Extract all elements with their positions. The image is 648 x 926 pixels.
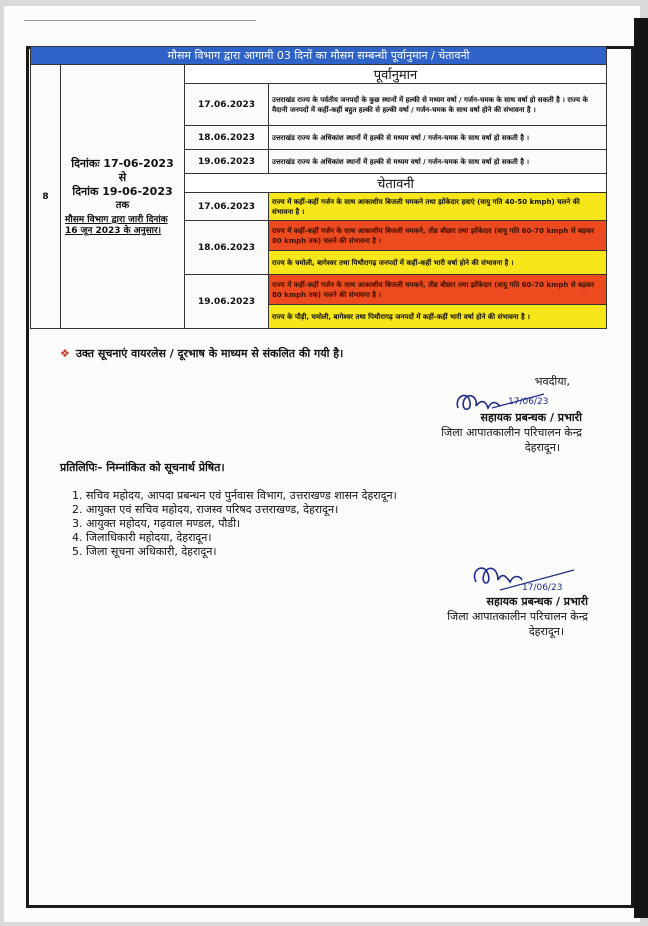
warning-text-yellow: राज्य के पौड़ी, चमोली, बागेश्वर तथा पिथौरागढ़ जनपदों में कहीं-कहीं भारी वर्षा होने की संभावना है । xyxy=(269,305,607,329)
signature-date: 17/06/23 xyxy=(522,583,563,593)
forecast-table xyxy=(30,46,607,329)
diamond-bullet-icon: ❖ xyxy=(60,347,70,360)
list-item: 3. आयुक्त महोदय, गढ़वाल मण्डल, पौडी। xyxy=(86,517,397,531)
table-title: मौसम विभाग द्वारा आगामी 03 दिनों का मौसम सम्बन्धी पूर्वानुमान / चेतावनी xyxy=(31,47,607,65)
list-item: 5. जिला सूचना अधिकारी, देहरादून। xyxy=(86,545,397,559)
forecast-date: 18.06.2023 xyxy=(185,126,269,150)
warning-text-red: राज्य में कहीं-कहीं गर्जन के साथ आकाशीय बिजली चमकने, तीव्र बौछार तथा झोंकेदार (वायु गति 60-70 kmph से बढ़कर 80 kmph तक) चलने की संभावना है । xyxy=(269,275,607,305)
office-name: जिला आपातकालीन परिचालन केन्द्र xyxy=(447,610,588,623)
serial-number: 8 xyxy=(31,65,61,329)
date-tak: तक xyxy=(115,199,130,211)
signature-block-1-details xyxy=(441,410,582,455)
handwritten-signature-2 xyxy=(470,560,580,594)
list-item: 1. सचिव महोदय, आपदा प्रबन्धन एवं पुर्नवास विभाग, उत्तराखण्ड शासन देहरादून। xyxy=(86,489,397,503)
salutation: भवदीया, xyxy=(534,375,570,388)
list-item: 2. आयुक्त एवं सचिव महोदय, राजस्व परिषद उत्तराखण्ड, देहरादून। xyxy=(86,503,397,517)
recipient-list xyxy=(60,489,397,559)
city: देहरादून। xyxy=(528,625,564,638)
warning-text-yellow: राज्य के चमोली, बागेश्वर तथा पिथौरागढ़ जनपदों में कहीं-कहीं भारी वर्षा होने की संभावना है । xyxy=(269,251,607,275)
note-text: उक्त सूचनाएं वायरलेस / दूरभाष के माध्यम से संकलित की गयी है। xyxy=(75,347,344,360)
office-name: जिला आपातकालीन परिचालन केन्द्र xyxy=(441,426,582,439)
warning-date: 19.06.2023 xyxy=(185,275,269,329)
forecast-text: उत्तराखंड राज्य के अधिकांश स्थानों में हल्की से मध्यम वर्षा / गर्जन-चमक के साथ वर्षा हो सकती है । xyxy=(269,126,607,150)
warning-date: 17.06.2023 xyxy=(185,193,269,221)
forecast-text: उत्तराखंड राज्य के अधिकांश स्थानों में हल्की से मध्यम वर्षा / गर्जन-चमक के साथ वर्षा हो सकती है । xyxy=(269,150,607,174)
signature-block-1 xyxy=(535,374,570,389)
designation: सहायक प्रबन्धक / प्रभारी xyxy=(480,411,582,424)
date-from: दिनांकः 17-06-2023 xyxy=(71,156,174,170)
warning-heading: चेतावनी xyxy=(185,174,607,193)
copy-heading: प्रतिलिपिः– निम्नांकित को सूचनार्थ प्रेषित। xyxy=(60,461,225,474)
list-item: 4. जिलाधिकारी महोदया, देहरादून। xyxy=(86,531,397,545)
source-note: मौसम विभाग द्वारा जारी दिनांक 16 जून 2023 के अनुसार। xyxy=(65,214,168,236)
forecast-text: उत्तराखंड राज्य के पर्वतीय जनपदों के कुछ स्थानों में हल्की से मध्यम वर्षा / गर्जन-चमक के साथ वर्षा हो सकती है । राज्य के मैदानी जनपदों में कहीं-कहीं बहुत हल्की से हल्की वर्षा / गर्जन-चमक के साथ वर्षा होने की संभावना है । xyxy=(269,84,607,126)
top-rule xyxy=(24,20,256,21)
city: देहरादून। xyxy=(524,441,560,454)
date-se: से xyxy=(118,170,127,184)
date-range-cell xyxy=(61,65,185,329)
warning-text-yellow: राज्य में कहीं-कहीं गर्जन के साथ आकाशीय बिजली चमकने तथा झोंकेदार हवाएं (वायु गति 40-50 kmph) चलने की संभावना है । xyxy=(269,193,607,221)
forecast-heading: पूर्वानुमान xyxy=(185,65,607,84)
signature-date: 17/06/23 xyxy=(508,397,548,407)
warning-date: 18.06.2023 xyxy=(185,221,269,275)
forecast-date: 19.06.2023 xyxy=(185,150,269,174)
date-to: दिनांक 19-06-2023 xyxy=(72,184,173,198)
copy-to-section xyxy=(60,460,397,559)
designation: सहायक प्रबन्धक / प्रभारी xyxy=(486,595,588,608)
scan-edge xyxy=(634,18,648,918)
forecast-date: 17.06.2023 xyxy=(185,84,269,126)
compilation-note xyxy=(60,346,343,361)
warning-text-red: राज्य में कहीं-कहीं गर्जन के साथ आकाशीय बिजली चमकने, तीव्र बौछार तथा झोंकेदार (वायु गति 60-70 kmph से बढ़कर 80 kmph तक) चलने की संभावना है । xyxy=(269,221,607,251)
signature-block-2 xyxy=(447,594,588,639)
